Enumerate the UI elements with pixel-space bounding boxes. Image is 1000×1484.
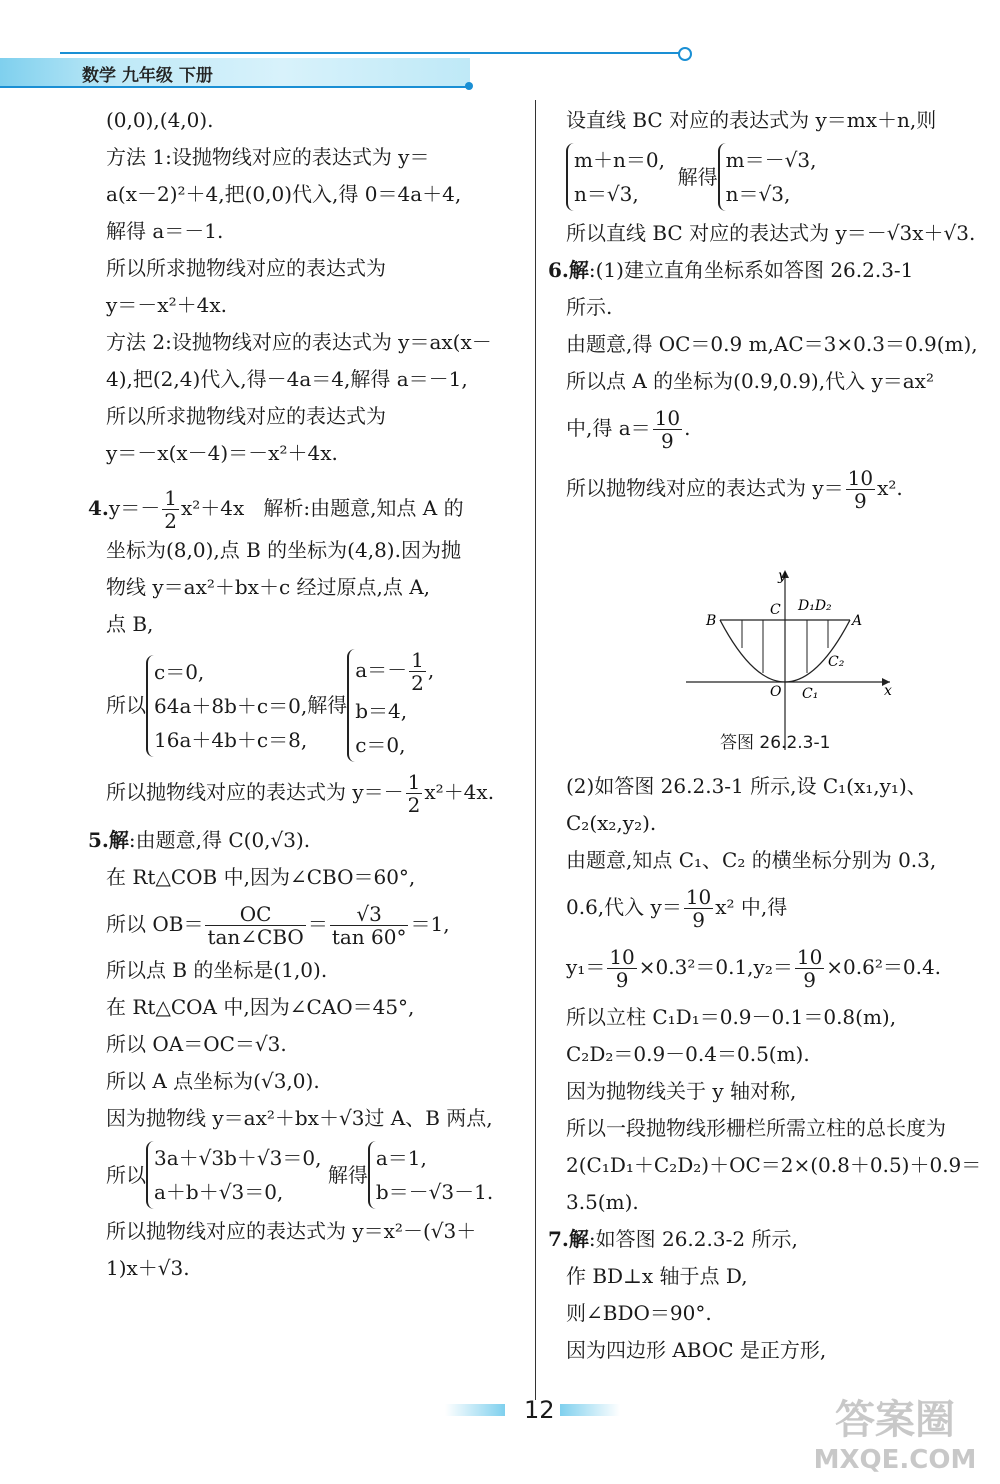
text-line: 坐标为(8,0),点 B 的坐标为(4,8).因为抛	[106, 538, 461, 562]
solution-system	[347, 649, 434, 762]
text: ＝	[307, 912, 328, 936]
math: y＝－	[108, 496, 161, 520]
label-c1: C₁	[802, 686, 819, 702]
label-b: B	[706, 613, 717, 629]
text-line: 4),把(2,4)代入,得－4a＝4,解得 a＝－1,	[106, 367, 468, 391]
numerator: 10	[796, 945, 823, 969]
text: .	[684, 416, 691, 440]
equation: 3a＋√3b＋√3＝0,	[154, 1146, 322, 1170]
watermark-logo	[800, 1388, 990, 1478]
text: :(1)建立直角坐标系如答图 26.2.3-1	[588, 258, 914, 282]
numerator: 10	[847, 466, 874, 490]
text-line: 物线 y＝ax²＋bx＋c 经过原点,点 A,	[106, 575, 431, 599]
bc-system	[548, 143, 978, 211]
q7-line	[548, 1221, 978, 1258]
equation: m＋n＝0,	[574, 148, 665, 172]
denominator: tan∠CBO	[207, 925, 304, 949]
text: ,	[427, 658, 435, 682]
numerator: √3	[330, 903, 409, 926]
text-line: 方法 1:设抛物线对应的表达式为 y＝	[106, 145, 430, 169]
math: x²＋4x	[180, 496, 245, 520]
equation-system	[146, 1141, 321, 1209]
text-line: 3.5(m).	[566, 1190, 639, 1214]
text: ×0.3²＝0.1,y₂＝	[638, 955, 793, 979]
text: 所以 OB＝	[106, 912, 204, 936]
q6-fraction-line	[548, 456, 978, 520]
numerator: 1	[411, 648, 424, 672]
text-line: 所以 OA＝OC＝√3.	[106, 1032, 287, 1056]
equation: a＋b＋√3＝0,	[154, 1180, 284, 1204]
text-line: 所以点 A 的坐标为(0.9,0.9),代入 y＝ax²	[566, 369, 934, 393]
text-line: 所以抛物线对应的表达式为 y＝x²－(√3＋	[106, 1219, 477, 1243]
equation: m＝－√3,	[725, 148, 817, 172]
fraction	[795, 946, 824, 991]
text: 中,得 a＝	[566, 416, 651, 440]
denominator: 2	[407, 793, 421, 817]
q5-system	[88, 1141, 528, 1209]
text-line: y＝－x²＋4x.	[106, 293, 227, 317]
text-line: 作 BD⊥x 轴于点 D,	[566, 1264, 748, 1288]
fraction	[162, 487, 179, 532]
numerator: 10	[609, 945, 635, 969]
text: 0.6,代入 y＝	[566, 895, 682, 919]
text-line: a(x－2)²＋4,把(0,0)代入,得 0＝4a＋4,	[106, 182, 462, 206]
denominator: 2	[411, 671, 424, 695]
text: :如答图 26.2.3-2 所示,	[588, 1227, 798, 1251]
text-line: 所示.	[566, 295, 613, 319]
figure-caption: 答图 26.2.3-1	[720, 733, 831, 753]
label-c2: C₂	[828, 654, 845, 670]
text-line: 2(C₁D₁＋C₂D₂)＋OC＝2×(0.8＋0.5)＋0.9＝	[566, 1153, 982, 1177]
header-circle-icon	[678, 47, 692, 61]
footer-decoration	[560, 1404, 620, 1416]
q5-fraction-line	[88, 896, 528, 952]
question-number: 5.解	[88, 828, 129, 852]
denominator: 9	[692, 908, 705, 932]
label-c: C	[770, 602, 781, 618]
right-column-lower	[548, 768, 982, 1369]
denominator: 9	[661, 429, 674, 453]
denominator: 9	[854, 489, 867, 513]
page-number: 12	[524, 1396, 555, 1424]
text-line: 所以所求抛物线对应的表达式为	[106, 256, 386, 280]
watermark-url: MXQE.COM	[813, 1445, 977, 1475]
fraction	[330, 903, 409, 948]
text-line: 点 B,	[106, 612, 154, 636]
text-line: 由题意,知点 C₁、C₂ 的横坐标分别为 0.3,	[566, 848, 937, 872]
text: y₁＝	[566, 955, 606, 979]
fraction	[846, 467, 875, 512]
denominator: 9	[803, 968, 816, 992]
text-line: 设直线 BC 对应的表达式为 y＝mx＋n,则	[566, 108, 937, 132]
text: 解得	[307, 693, 348, 717]
equation: 16a＋4b＋c＝8,	[154, 727, 308, 752]
denominator: 9	[615, 968, 629, 992]
text-line: 因为抛物线关于 y 轴对称,	[566, 1079, 797, 1103]
equation: a＝1,	[375, 1146, 427, 1170]
question-number: 6.解	[548, 258, 589, 282]
text: 所以抛物线对应的表达式为 y＝－	[106, 780, 404, 804]
text-line: 所以立柱 C₁D₁＝0.9－0.1＝0.8(m),	[566, 1005, 897, 1029]
text-line: 所以点 B 的坐标是(1,0).	[106, 958, 328, 982]
text-line: C₂D₂＝0.9－0.4＝0.5(m).	[566, 1042, 810, 1066]
equation: b＝4,	[355, 699, 408, 723]
label-o: O	[770, 684, 782, 700]
text-line: (2)如答图 26.2.3-1 所示,设 C₁(x₁,y₁)、	[566, 774, 927, 798]
text-line: y＝－x(x－4)＝－x²＋4x.	[106, 441, 338, 465]
label-x: x	[884, 683, 892, 699]
fraction	[607, 946, 636, 991]
equation-system	[146, 655, 307, 757]
denominator: 2	[164, 509, 177, 533]
column-divider	[535, 100, 536, 1400]
solution-system	[718, 143, 817, 211]
q6-line	[548, 252, 978, 289]
numerator: 10	[685, 885, 712, 909]
q4-system	[88, 649, 528, 762]
q6-fraction-line	[548, 400, 978, 456]
header-rule	[60, 52, 680, 54]
text: 解得	[327, 1162, 368, 1187]
text-line: 则∠BDO＝90°.	[566, 1301, 712, 1325]
fraction	[684, 886, 713, 931]
text-line: 在 Rt△COA 中,因为∠CAO＝45°,	[106, 995, 415, 1019]
text-line: 在 Rt△COB 中,因为∠CBO＝60°,	[106, 865, 416, 889]
text: ＝1,	[410, 912, 450, 936]
question-number: 4.	[88, 496, 109, 520]
solution-system	[368, 1141, 493, 1209]
footer-decoration	[445, 1404, 505, 1416]
analysis-text: 解析:由题意,知点 A 的	[263, 496, 464, 520]
text-line: 方法 2:设抛物线对应的表达式为 y＝ax(x－	[106, 330, 492, 354]
text: ×0.6²＝0.4.	[826, 955, 942, 979]
header-dot-icon	[465, 82, 473, 90]
label-y: y	[778, 568, 786, 584]
fraction	[653, 407, 682, 452]
equation: n＝√3,	[574, 182, 639, 206]
fraction	[406, 771, 423, 816]
denominator: tan 60°	[331, 925, 407, 949]
text: :由题意,得 C(0,√3).	[128, 828, 311, 852]
label-a: A	[852, 613, 863, 629]
equation: n＝√3,	[725, 182, 791, 206]
text: 所以抛物线对应的表达式为 y＝	[566, 476, 844, 500]
text-line: 解得 a＝－1.	[106, 219, 224, 243]
header-rule-bottom	[0, 86, 470, 88]
q4-conclusion	[88, 768, 528, 816]
equation-system	[566, 143, 665, 211]
numerator: OC	[205, 903, 305, 926]
text-line: C₂(x₂,y₂).	[566, 811, 657, 835]
equation: a＝－	[355, 658, 408, 682]
text-line: 所以直线 BC 对应的表达式为 y＝－√3x＋√3.	[566, 221, 976, 245]
text: x²＋4x.	[424, 780, 495, 804]
equation: b＝－√3－1.	[375, 1180, 494, 1204]
text-line: 所以所求抛物线对应的表达式为	[106, 404, 386, 428]
text-line: 因为四边形 ABOC 是正方形,	[566, 1338, 827, 1362]
q4-answer	[88, 484, 528, 532]
header-title: 数学 九年级 下册	[82, 66, 213, 86]
text: 所以	[106, 693, 146, 717]
text-line: 所以 A 点坐标为(√3,0).	[106, 1069, 320, 1093]
text-line: 因为抛物线 y＝ax²＋bx＋√3过 A、B 两点,	[106, 1106, 493, 1130]
numerator: 1	[407, 770, 421, 794]
text: x².	[877, 476, 903, 500]
header-band	[0, 58, 470, 86]
text-line: 1)x＋√3.	[106, 1256, 190, 1280]
right-column	[548, 102, 978, 520]
fraction	[409, 649, 426, 694]
equation: c＝0,	[154, 659, 205, 684]
question-number: 7.解	[548, 1227, 589, 1251]
q6-fraction-line	[548, 879, 978, 935]
q6-fraction-line	[548, 935, 978, 999]
equation: c＝0,	[355, 733, 406, 757]
text-line: 由题意,得 OC＝0.9 m,AC＝3×0.3＝0.9(m),	[566, 332, 978, 356]
text: 解得	[677, 164, 718, 189]
label-d1d2: D₁D₂	[798, 598, 832, 614]
text: 所以	[106, 1162, 146, 1187]
numerator: 1	[164, 486, 177, 510]
text: x² 中,得	[715, 895, 788, 919]
equation: 64a＋8b＋c＝0,	[154, 693, 308, 718]
watermark-text: 答案圈	[835, 1397, 955, 1443]
fraction	[205, 903, 305, 948]
left-column	[88, 102, 528, 1287]
q5-line	[88, 822, 528, 859]
text-line: 所以一段抛物线形栅栏所需立柱的总长度为	[566, 1116, 946, 1140]
numerator: 10	[654, 406, 681, 430]
text-line: (0,0),(4,0).	[106, 108, 214, 132]
